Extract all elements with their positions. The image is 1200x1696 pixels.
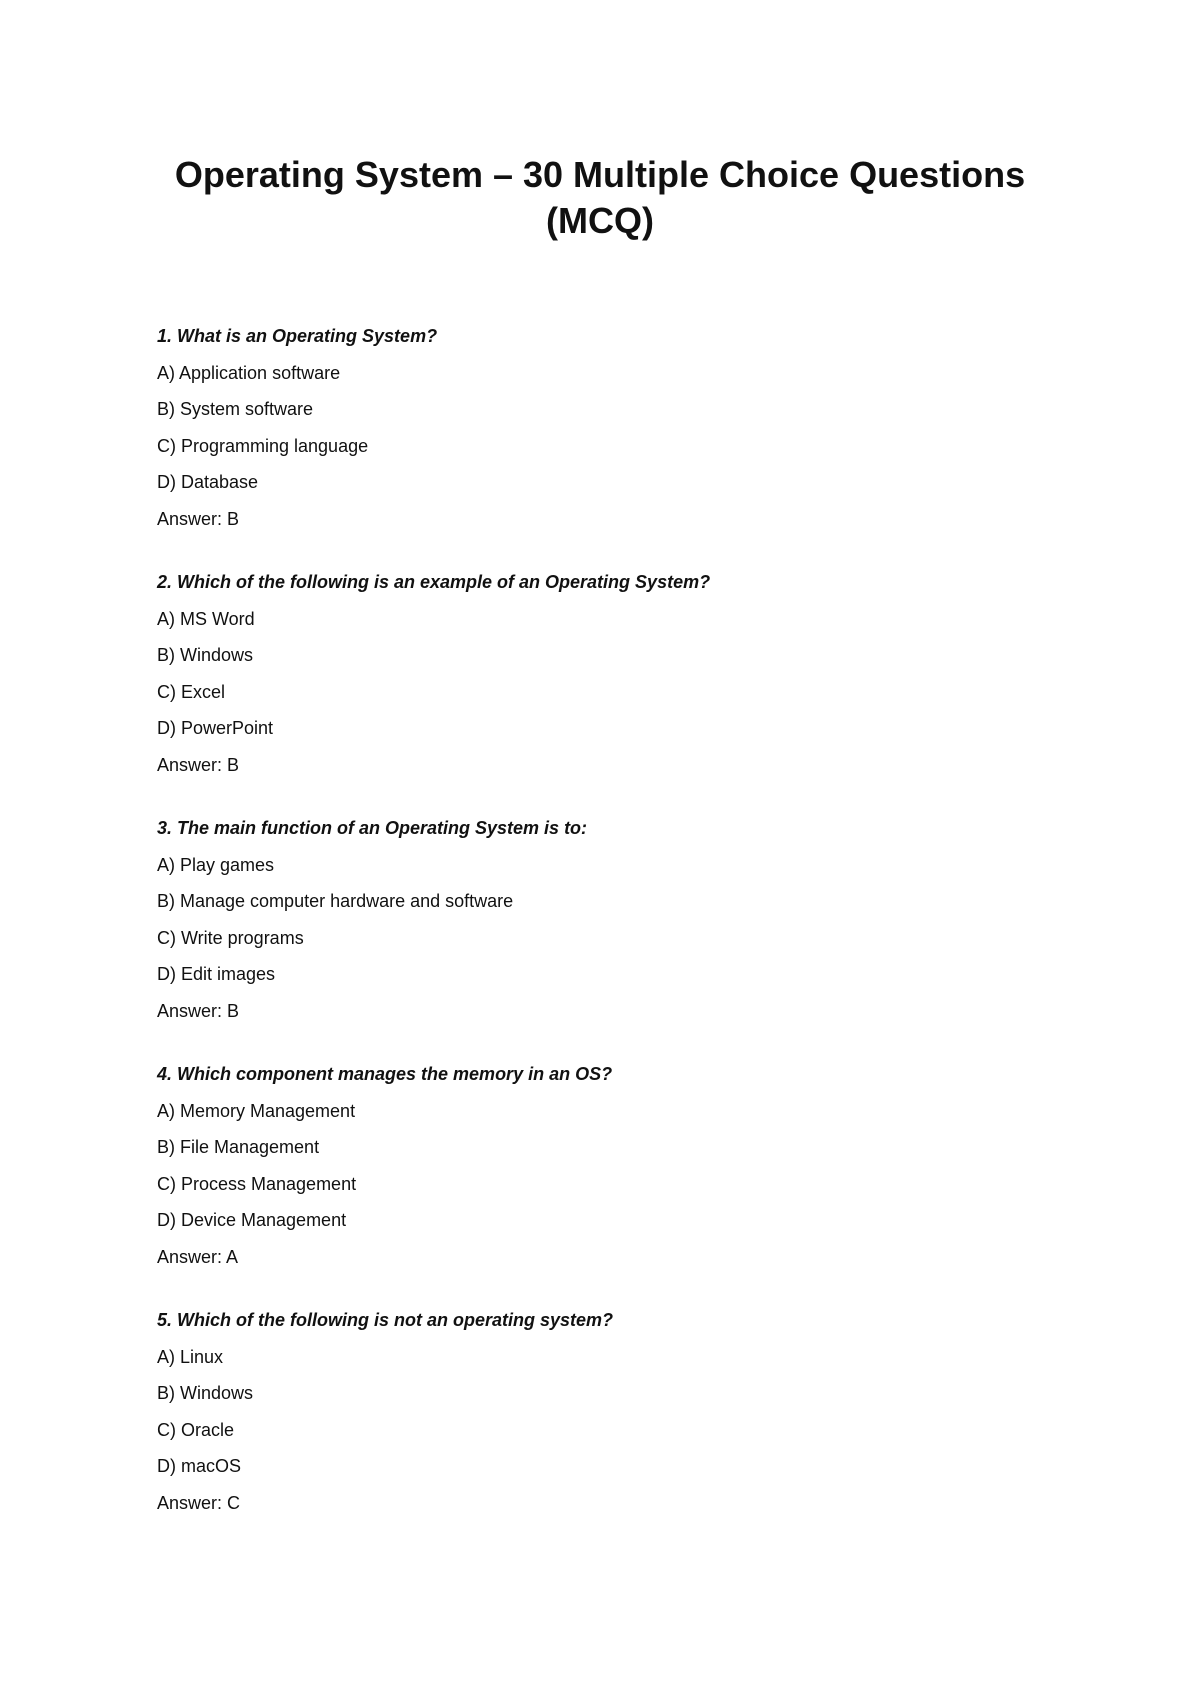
question-text: 3. The main function of an Operating System is to: bbox=[157, 818, 588, 838]
option-c: C) Process Management bbox=[157, 1173, 357, 1194]
question-1 bbox=[157, 318, 1057, 537]
answer-line: Answer: B bbox=[157, 508, 240, 529]
option-a: A) Application software bbox=[157, 362, 341, 383]
option-b: B) System software bbox=[157, 399, 314, 419]
question-5 bbox=[157, 1302, 1057, 1521]
option-a: A) Memory Management bbox=[157, 1100, 356, 1121]
option-d: D) macOS bbox=[157, 1456, 242, 1476]
question-text: 1. What is an Operating System? bbox=[157, 326, 438, 346]
option-c: C) Excel bbox=[157, 681, 226, 702]
answer-line: Answer: B bbox=[157, 1000, 240, 1021]
question-list bbox=[157, 318, 1057, 1548]
option-d: D) PowerPoint bbox=[157, 718, 274, 738]
option-b: B) Windows bbox=[157, 1383, 254, 1403]
option-b: B) Manage computer hardware and software bbox=[157, 891, 514, 911]
question-text: 5. Which of the following is not an operating system? bbox=[157, 1310, 614, 1330]
question-2 bbox=[157, 564, 1057, 783]
answer-line: Answer: C bbox=[157, 1492, 241, 1513]
answer-line: Answer: B bbox=[157, 754, 240, 775]
option-b: B) File Management bbox=[157, 1137, 320, 1157]
option-a: A) Linux bbox=[157, 1346, 224, 1367]
option-d: D) Edit images bbox=[157, 964, 276, 984]
option-d: D) Database bbox=[157, 472, 259, 492]
option-c: C) Write programs bbox=[157, 927, 304, 948]
question-text: 4. Which component manages the memory in an OS? bbox=[157, 1064, 613, 1084]
answer-line: Answer: A bbox=[157, 1246, 239, 1267]
question-3 bbox=[157, 810, 1057, 1029]
document-title: Operating System – 30 Multiple Choice Questions (MCQ) bbox=[174, 154, 1026, 241]
option-b: B) Windows bbox=[157, 645, 254, 665]
question-4 bbox=[157, 1056, 1057, 1275]
option-d: D) Device Management bbox=[157, 1210, 347, 1230]
option-c: C) Programming language bbox=[157, 435, 369, 456]
option-c: C) Oracle bbox=[157, 1419, 235, 1440]
option-a: A) MS Word bbox=[157, 608, 255, 629]
question-text: 2. Which of the following is an example of an Operating System? bbox=[157, 572, 711, 592]
option-a: A) Play games bbox=[157, 854, 275, 875]
